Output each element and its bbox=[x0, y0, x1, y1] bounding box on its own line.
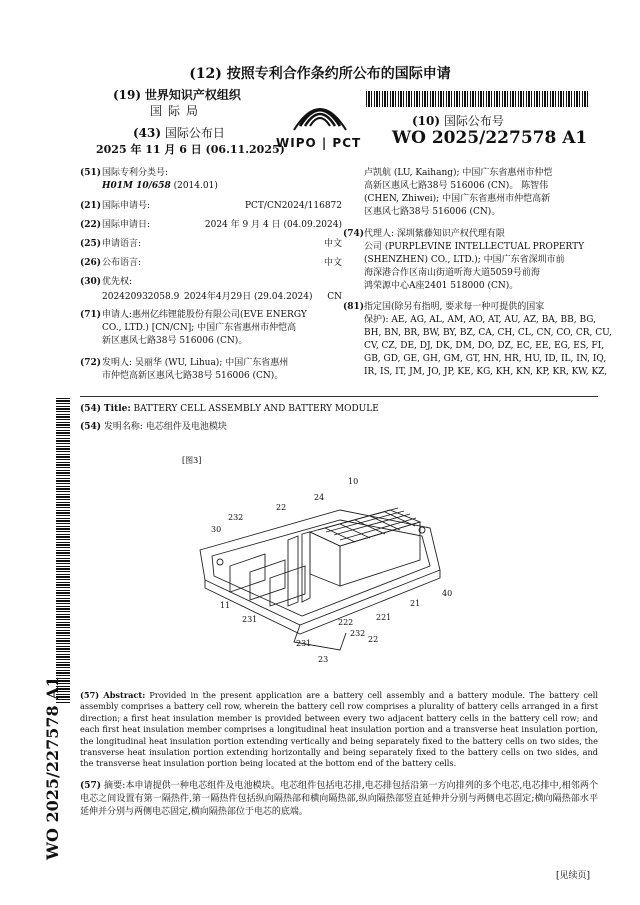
field-22-num: (22) bbox=[80, 220, 102, 230]
pub-no-code: (10) bbox=[412, 114, 441, 128]
fig-label-40: 40 bbox=[442, 589, 453, 598]
wipo-logo bbox=[272, 84, 368, 156]
title-en: (54) Title: BATTERY CELL ASSEMBLY AND BATTERY MODULE bbox=[80, 404, 379, 414]
barcode-side bbox=[56, 398, 70, 703]
fig-label-232-b: 232 bbox=[350, 629, 366, 638]
figure-drawing bbox=[190, 470, 470, 670]
field-74 bbox=[343, 228, 598, 294]
pub-date-value: 2025 年 11 月 6 日 (06.11.2025) bbox=[96, 143, 285, 156]
fig-label-24: 24 bbox=[314, 493, 325, 502]
fig-label-23: 23 bbox=[318, 655, 329, 664]
pub-no-value: WO 2025/227578 A1 bbox=[392, 128, 588, 148]
fig-label-11: 11 bbox=[220, 601, 231, 610]
field-72 bbox=[80, 357, 342, 385]
field-21-value: PCT/CN2024/116872 bbox=[244, 201, 342, 211]
office-name: 世界知识产权组织 bbox=[144, 88, 241, 102]
field-51-value: H01M 10/658 (2014.01) bbox=[102, 181, 218, 191]
side-pub-number: WO 2025/227578 A1 bbox=[43, 676, 62, 860]
office-sub: 国际局 bbox=[150, 104, 205, 118]
pub-date-code: (43) bbox=[133, 126, 162, 140]
field-51-num: (51) bbox=[80, 168, 102, 178]
field-30-label: 优先权: bbox=[102, 277, 133, 287]
field-26-num: (26) bbox=[80, 258, 102, 268]
field-72-num: (72) bbox=[80, 358, 102, 368]
fig-label-22-a: 22 bbox=[276, 503, 287, 512]
field-72-value: 发明人: 吴丽华 (WU, Lihua); 中国广东省惠州 市仲恺高新区惠风七路38号 516006 (CN)。 bbox=[102, 358, 289, 381]
continued-note: [见续页] bbox=[556, 871, 591, 881]
field-81-num: (81) bbox=[343, 302, 365, 312]
pub-no-block bbox=[412, 112, 504, 129]
fig-label-10: 10 bbox=[348, 477, 359, 486]
abstract-zh: (57) 摘要:本申请提供一种电芯组件及电池模块。电芯组件包括电芯排,电芯排包括沿第一方向排列的多个电芯,电芯排中,相邻两个电芯之间设置有第一隔热件,第一隔热件包括纵向隔热部和横向隔热部,纵向隔热部竖直延伸并分别与两侧电芯固定;横向隔热部水平延伸并分别与两侧电芯固定,横向隔热部位于电芯的底端。 bbox=[80, 781, 598, 817]
priority-number: 202420932058.9 bbox=[102, 292, 180, 302]
field-51 bbox=[80, 167, 342, 195]
field-74-value: 代理人: 深圳紫藤知识产权代理有限 公司 (PURPLEVINE INTELLECTUAL PROPERTY (SHENZHEN) CO., LTD.); 中国广东省深圳市前 海深港合作区南山街道听海大道5059号前海 鸿荣源中心A座2401 518000 (CN)。 bbox=[364, 229, 585, 291]
field-21-num: (21) bbox=[80, 201, 102, 211]
field-26-label: 公布语言: bbox=[102, 258, 142, 268]
field-30-num: (30) bbox=[80, 277, 102, 287]
field-81 bbox=[343, 301, 612, 381]
abstract-en: (57) Abstract: Provided in the present application are a battery cell assembly and a battery module. The battery cell assembly comprises a battery cell row, wherein the battery cell row comprises a plurality of battery cells arranged in a first direction; a first heat insulation member is provided between every two adjacent battery cells in the battery cell row; and each first heat insulation member comprises a longitudinal heat insulation portion and a transverse heat insulation portion, the longitudinal heat insulation portion extending vertically and being separately fixed to the battery cells on two sides, the transverse heat insulation portion extending horizontally and being separately fixed to the battery cells on two sides, and the transverse heat insulation portion being located at the bottom end of the battery cells. bbox=[80, 690, 598, 769]
fig-label-21: 21 bbox=[410, 599, 421, 608]
field-25-label: 申请语言: bbox=[102, 239, 142, 249]
pub-no-label: 国际公布号 bbox=[443, 114, 504, 128]
field-22-label: 国际申请日: bbox=[102, 220, 151, 230]
inventors-continued: 卢凯航 (LU, Kaihang); 中国广东省惠州市仲恺 高新区惠风七路38号 516006 (CN)。 陈智伟 (CHEN, Zhiwei); 中国广东省惠州市仲恺高新 区惠风七路38号 516006 (CN)。 bbox=[364, 168, 553, 217]
field-22-value: 2024 年 9 月 4 日 (04.09.2024) bbox=[204, 220, 342, 230]
fig-label-231-a: 231 bbox=[242, 615, 258, 624]
pub-date-label: 国际公布日 bbox=[164, 126, 225, 140]
priority-country: CN bbox=[327, 292, 342, 302]
field-25-value: 中文 bbox=[323, 239, 342, 249]
field-81-value: 指定国(除另有指明, 要求每一种可提供的国家 保护): AE, AG, AL, AM, AO, AT, AU, AZ, BA, BB, BG, BH, BN, BR, BW, BY, BZ, CA, CH, CL, CN, CO, CR, CU, CV, CZ, DE, DJ, DK, DM, DO, DZ, EC, EE, EG, ES, FI, GB, GD, GE, GH, GM, GT, HN, HR, HU, ID, IL, IN, IQ, IR, IS, IT, JM, JO, JP, KE, KG, KH, KN, KP, KR, KW, KZ, bbox=[364, 302, 612, 377]
field-71-value: 申请人:惠州亿纬锂能股份有限公司(EVE ENERGY CO., LTD.) [CN/CN]; 中国广东省惠州市仲恺高 新区惠风七路38号 516006 (CN)。 bbox=[102, 310, 307, 346]
field-71 bbox=[80, 309, 342, 351]
field-25-num: (25) bbox=[80, 239, 102, 249]
field-74-num: (74) bbox=[343, 229, 365, 239]
office-code: (19) bbox=[113, 88, 142, 102]
fig-label-222: 222 bbox=[338, 618, 354, 627]
field-26-value: 中文 bbox=[323, 258, 342, 268]
fig-label-30: 30 bbox=[211, 525, 222, 534]
barcode-top bbox=[366, 91, 590, 107]
fig-label-221: 221 bbox=[376, 613, 392, 622]
figure-caption: [图3] bbox=[182, 456, 202, 465]
field-51-label: 国际专利分类号: bbox=[102, 168, 169, 178]
fig-label-22-b: 22 bbox=[368, 635, 379, 644]
office-block bbox=[113, 86, 241, 103]
document-title: (12) 按照专利合作条约所公布的国际申请 bbox=[189, 66, 451, 82]
field-30 bbox=[80, 276, 342, 306]
title-zh: (54) 发明名称: 电芯组件及电池模块 bbox=[80, 422, 227, 432]
fig-label-232-a: 232 bbox=[228, 513, 244, 522]
field-71-num: (71) bbox=[80, 310, 102, 320]
priority-date: 2024年4月29日 (29.04.2024) bbox=[184, 292, 313, 302]
divider bbox=[80, 396, 598, 397]
logo-text: WIPO | PCT bbox=[276, 136, 362, 150]
wipo-emblem-icon bbox=[272, 84, 368, 140]
pub-date-block bbox=[133, 124, 225, 141]
field-21-label: 国际申请号: bbox=[102, 201, 151, 211]
fig-label-231-b: 231 bbox=[296, 639, 312, 648]
